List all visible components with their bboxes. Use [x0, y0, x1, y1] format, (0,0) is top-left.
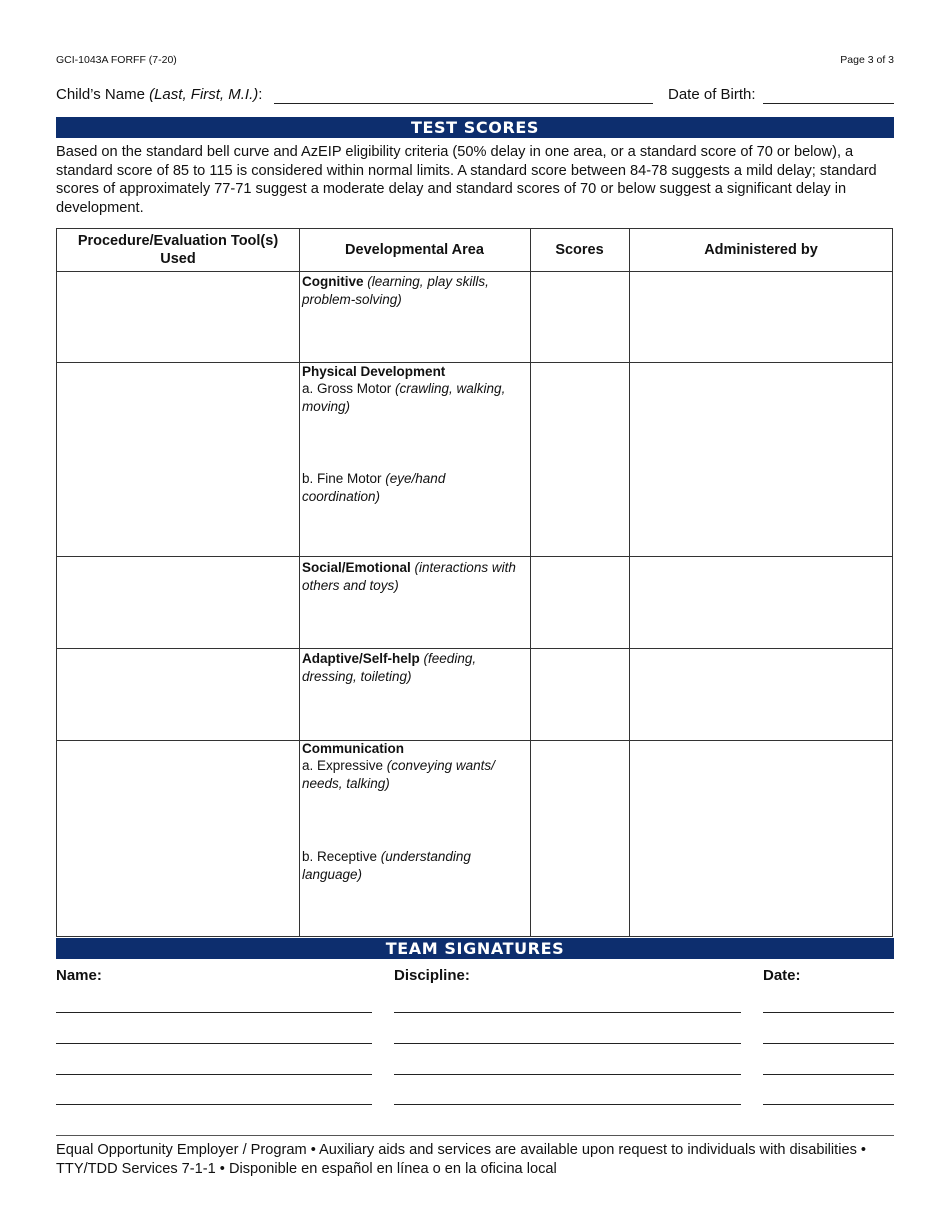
area-physical-development: Physical Development — [302, 364, 446, 379]
column-header-area: Developmental Area — [345, 242, 484, 258]
page-number: Page 3 of 3 — [840, 54, 894, 66]
signature-discipline-line[interactable] — [394, 1012, 741, 1013]
footer-divider — [56, 1135, 894, 1136]
column-divider — [530, 229, 531, 936]
dob-field[interactable] — [763, 103, 894, 104]
area-receptive: b. Receptive (understanding language) — [302, 849, 471, 882]
area-expressive: a. Expressive (conveying wants/ needs, talking) — [302, 758, 495, 791]
signature-discipline-line[interactable] — [394, 1043, 741, 1044]
row-divider — [57, 271, 892, 272]
test-scores-heading: TEST SCORES — [56, 117, 894, 138]
footer-notice: Equal Opportunity Employer / Program • Auxiliary aids and services are available upon request to individuals with disabilities • TTY/TDD Services 7-1-1 • Disponible en español en línea o en la oficina local — [56, 1142, 867, 1177]
row-divider — [57, 556, 892, 557]
signature-date-label: Date: — [763, 967, 801, 984]
signature-date-line[interactable] — [763, 1074, 894, 1075]
child-name-label: Child’s Name (Last, First, M.I.): — [56, 86, 263, 103]
row-divider — [57, 648, 892, 649]
signature-discipline-line[interactable] — [394, 1104, 741, 1105]
signature-discipline-label: Discipline: — [394, 967, 470, 984]
area-fine-motor: b. Fine Motor (eye/hand coordination) — [302, 471, 446, 504]
signature-date-line[interactable] — [763, 1012, 894, 1013]
column-header-scores: Scores — [555, 242, 604, 258]
signature-name-line[interactable] — [56, 1074, 372, 1075]
area-gross-motor: a. Gross Motor (crawling, walking, moving) — [302, 381, 506, 414]
signature-name-line[interactable] — [56, 1104, 372, 1105]
signature-discipline-line[interactable] — [394, 1074, 741, 1075]
area-adaptive-self-help: Adaptive/Self-help (feeding, dressing, toileting) — [302, 651, 477, 684]
signature-name-line[interactable] — [56, 1043, 372, 1044]
signature-date-line[interactable] — [763, 1043, 894, 1044]
child-info-row — [56, 86, 894, 106]
signature-name-line[interactable] — [56, 1012, 372, 1013]
column-header-procedure: Procedure/Evaluation Tool(s) Used — [77, 233, 279, 267]
test-scores-description: Based on the standard bell curve and AzEIP eligibility criteria (50% delay in one area, or a standard score of 70 or below), a standard score of 85 to 115 is considered within normal limits. A standard score between 84-78 suggests a mild delay; standard scores of approximately 77-71 suggest a moderate delay and standard scores of 70 or below suggest a significant delay in development. — [56, 144, 877, 216]
form-id: GCI-1043A FORFF (7-20) — [56, 54, 177, 66]
signature-date-line[interactable] — [763, 1104, 894, 1105]
team-signatures-heading: TEAM SIGNATURES — [56, 938, 894, 959]
signature-name-label: Name: — [56, 967, 102, 984]
dob-label: Date of Birth: — [668, 86, 756, 103]
column-divider — [299, 229, 300, 936]
child-name-field[interactable] — [274, 103, 653, 104]
column-header-administered-by: Administered by — [704, 242, 818, 258]
test-scores-table — [56, 228, 893, 937]
area-social-emotional: Social/Emotional (interactions with others and toys) — [302, 560, 516, 593]
column-divider — [629, 229, 630, 936]
area-cognitive: Cognitive (learning, play skills, problem-solving) — [302, 274, 489, 307]
area-communication: Communication — [302, 741, 405, 756]
